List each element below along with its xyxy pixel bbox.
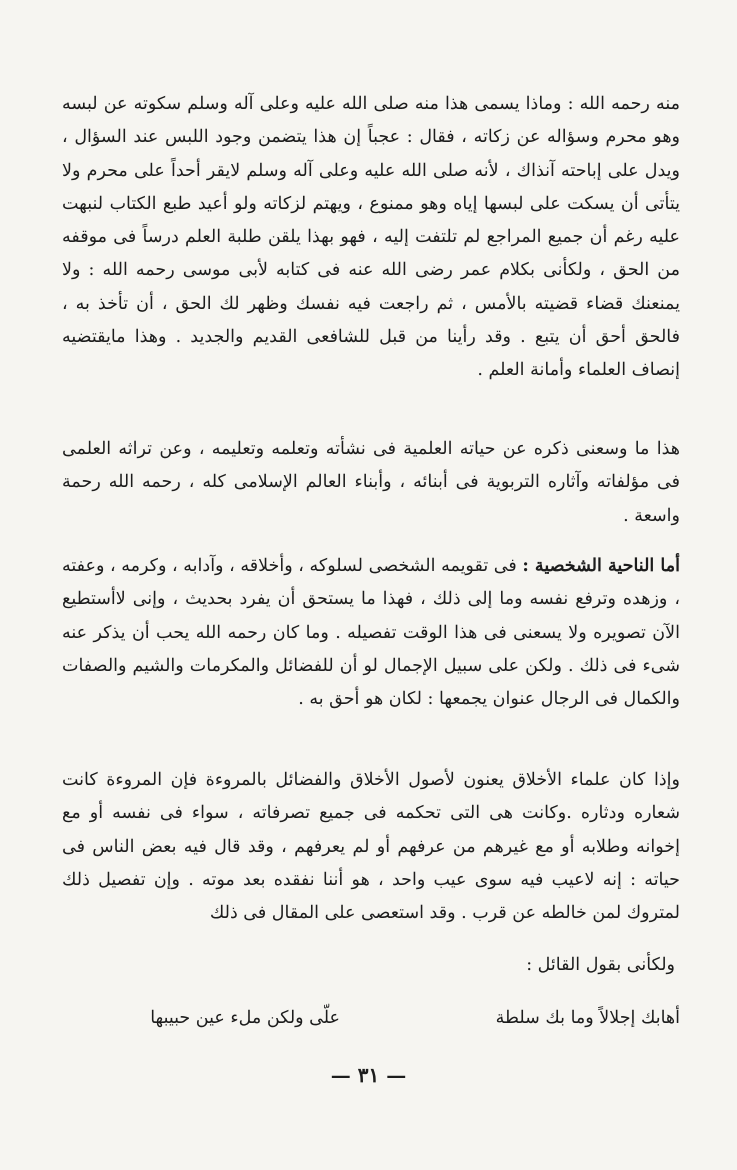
verse-second-hemistich: علّى ولكن ملء عين حبيبها (150, 1008, 340, 1028)
section-lead-heading: أما الناحية الشخصية : (522, 556, 680, 576)
paragraph-3 (62, 550, 680, 716)
verse-intro: ولكأنى بقول القائل : (526, 955, 675, 975)
paragraph-1: منه رحمه الله : وماذا يسمى هذا منه صلى الله عليه وعلى آله وسلم سكوته عن لبسه وهو محرم وسؤاله عن زكاته ، فقال : عجباً إن هذا يتضمن وجود اللبس عند السؤال ، ويدل على إباحته آنذاك ، لأنه صلى الله عليه وعلى آله وسلم لايقر أحداً على محرم ولا يتأتى أن يسكت على لبسها إياه وهو ممنوع ، ويهتم لزكاته ولو أعيد طبع الكتاب لنبهت عليه رغم أن جميع المراجع لم تلتفت إليه ، فهو بهذا يلقن طلبة العلم درساً فى موقفه من الحق ، ولكأنى بكلام عمر رضى الله عنه فى كتابه لأبى موسى رحمه الله : ولا يمنعنك قضاء قضيته بالأمس ، ثم راجعت فيه نفسك وظهر لك الحق ، أن تأخذ به ، فالحق أحق أن يتبع . وقد رأينا من قبل للشافعى القديم والجديد . وهذا مايقتضيه إنصاف العلماء وأمانة العلم . (62, 94, 680, 381)
paragraph-4: وإذا كان علماء الأخلاق يعنون لأصول الأخلاق والفضائل بالمروءة فإن المروءة كانت شعاره ودثاره .وكانت هى التى تحكمه فى جميع تصرفاته ، سواء فى نفسه أو مع إخوانه وطلابه أو مع غيرهم من عرفهم أو لم يعرفهم ، وقد قال فيه بعض الناس فى حياته : إنه لاعيب فيه سوى عيب واحد ، هو أننا نفقده بعد موته . وإن تفصيل ذلك لمتروك لمن خالطه عن قرب . وقد استعصى على المقال فى ذلك (62, 770, 680, 924)
verse-first-hemistich: أهابك إجلالاً وما بك سلطة (495, 1008, 680, 1028)
paragraph-3-body: فى تقويمه الشخصى لسلوكه ، وأخلاقه ، وآدابه ، وكرمه ، وعفته ، وزهده وترفع نفسه وما إلى ذلك ، فهذا ما يستحق أن يفرد بحديث ، وإنى لاأستطيع الآن تصويره ولا يسعنى فى هذا الوقت تفصيله . وما كان رحمه الله يحب أن يذكر عنه شىء فى ذلك . ولكن على سبيل الإجمال لو أن للفضائل والمكرمات والشيم والصفات والكمال فى الرجال عنوان يجمعها : لكان هو أحق به . (62, 556, 680, 710)
paragraph-2: هذا ما وسعنى ذكره عن حياته العلمية فى نشأته وتعلمه وتعليمه ، وعن تراثه العلمى فى مؤلفاته وآثاره التربوية فى أبنائه ، وأبناء العالم الإسلامى كله ، رحمه الله رحمة واسعة . (62, 439, 680, 526)
page-number: — ٣١ — (330, 1063, 407, 1087)
